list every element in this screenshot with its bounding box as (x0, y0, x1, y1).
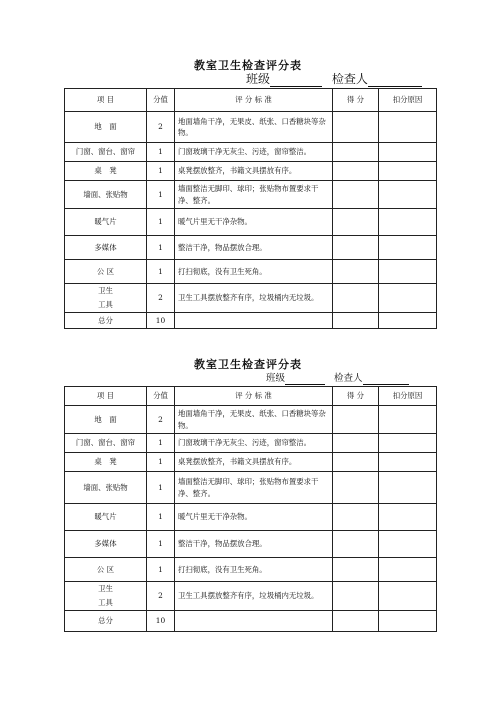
score-input-cell[interactable] (333, 406, 379, 434)
table-row (65, 504, 437, 531)
score-input-cell[interactable] (333, 582, 379, 611)
table-row (65, 582, 437, 611)
item-cell: 门窗、窗台、窗帘 (65, 434, 147, 453)
deduct-input-cell[interactable] (379, 260, 437, 284)
score-input-cell[interactable] (333, 181, 379, 209)
value-cell: 1 (147, 260, 175, 284)
value-cell: 1 (147, 504, 175, 531)
criteria-cell: 整洁干净，物品摆放合理。 (175, 236, 333, 260)
total-value: 10 (147, 313, 175, 329)
deduct-input-cell[interactable] (379, 406, 437, 434)
item-cell: 暖气片 (65, 504, 147, 531)
total-row (65, 611, 437, 632)
item-cell: 桌 凳 (65, 162, 147, 181)
table-row (65, 558, 437, 582)
total-value: 10 (147, 611, 175, 632)
form2-inspector-field[interactable] (363, 373, 409, 385)
score-input-cell[interactable] (333, 434, 379, 453)
total-deduct-input-cell[interactable] (379, 611, 437, 632)
score-input-cell[interactable] (333, 453, 379, 472)
score-input-cell[interactable] (333, 260, 379, 284)
total-label: 总分 (65, 611, 147, 632)
form1-inspector-label: 检查人 (331, 72, 368, 86)
value-cell: 1 (147, 558, 175, 582)
deduct-input-cell[interactable] (379, 112, 437, 143)
total-score-input-cell[interactable] (333, 313, 379, 329)
deduct-input-cell[interactable] (379, 181, 437, 209)
table-header-row (65, 89, 437, 112)
form2-class-field[interactable] (285, 373, 325, 385)
form2-title: 教室卫生检查评分表 (194, 358, 302, 371)
deduct-input-cell[interactable] (379, 236, 437, 260)
total-score-input-cell[interactable] (333, 611, 379, 632)
criteria-cell: 打扫彻底，没有卫生死角。 (175, 558, 333, 582)
table-header-row (65, 387, 437, 406)
score-input-cell[interactable] (333, 284, 379, 313)
criteria-cell: 地面墙角干净，无果皮、纸张、口香糖块等杂物。 (175, 406, 333, 434)
value-cell: 1 (147, 236, 175, 260)
value-cell: 2 (147, 406, 175, 434)
item-cell: 墙面、张贴物 (65, 181, 147, 209)
deduct-input-cell[interactable] (379, 162, 437, 181)
deduct-input-cell[interactable] (379, 284, 437, 313)
form2-table (64, 386, 437, 632)
header-criteria: 评 分 标 准 (175, 89, 333, 112)
form1-inspector-field[interactable] (368, 72, 422, 87)
table-row (65, 453, 437, 472)
deduct-input-cell[interactable] (379, 434, 437, 453)
form2-class-label: 班级 (266, 373, 286, 384)
header-deduct-reason: 扣分原因 (379, 387, 437, 406)
table-row (65, 260, 437, 284)
criteria-cell: 门窗玻璃干净无灰尘、污迹，窗帘整洁。 (175, 143, 333, 162)
score-input-cell[interactable] (333, 112, 379, 143)
item-cell: 桌 凳 (65, 453, 147, 472)
value-cell: 1 (147, 531, 175, 558)
item-cell: 墙面、张贴物 (65, 472, 147, 504)
item-cell: 公 区 (65, 260, 147, 284)
value-cell: 1 (147, 209, 175, 236)
deduct-input-cell[interactable] (379, 209, 437, 236)
form1-table (64, 88, 437, 329)
table-row (65, 472, 437, 504)
criteria-cell: 墙面整洁无脚印、球印；张贴物布置要求干净、整齐。 (175, 472, 333, 504)
header-deduct-reason: 扣分原因 (379, 89, 437, 112)
value-cell: 2 (147, 582, 175, 611)
value-cell: 2 (147, 284, 175, 313)
item-cell: 门窗、窗台、窗帘 (65, 143, 147, 162)
criteria-cell: 墙面整洁无脚印、球印；张贴物布置要求干净、整齐。 (175, 181, 333, 209)
criteria-cell: 地面墙角干净，无果皮、纸张、口香糖块等杂物。 (175, 112, 333, 143)
criteria-cell: 卫生工具摆放整齐有序，垃圾桶内无垃圾。 (175, 582, 333, 611)
deduct-input-cell[interactable] (379, 504, 437, 531)
header-score-value: 分值 (147, 387, 175, 406)
item-cell: 卫生 工具 (65, 582, 147, 611)
deduct-input-cell[interactable] (379, 582, 437, 611)
header-score: 得 分 (333, 89, 379, 112)
item-cell: 地 面 (65, 112, 147, 143)
total-deduct-input-cell[interactable] (379, 313, 437, 329)
value-cell: 1 (147, 434, 175, 453)
criteria-cell: 卫生工具摆放整齐有序，垃圾桶内无垃圾。 (175, 284, 333, 313)
header-criteria: 评 分 标 准 (175, 387, 333, 406)
value-cell: 1 (147, 162, 175, 181)
deduct-input-cell[interactable] (379, 143, 437, 162)
table-row (65, 209, 437, 236)
value-cell: 1 (147, 453, 175, 472)
table-row (65, 284, 437, 313)
item-cell: 多媒体 (65, 236, 147, 260)
criteria-cell: 打扫彻底，没有卫生死角。 (175, 260, 333, 284)
value-cell: 1 (147, 143, 175, 162)
form1-title: 教室卫生检查评分表 (194, 59, 302, 72)
item-cell: 多媒体 (65, 531, 147, 558)
score-input-cell[interactable] (333, 162, 379, 181)
item-cell: 公 区 (65, 558, 147, 582)
header-score-value: 分值 (147, 89, 175, 112)
score-input-cell[interactable] (333, 236, 379, 260)
deduct-input-cell[interactable] (379, 531, 437, 558)
criteria-cell: 暖气片里无干净杂物。 (175, 209, 333, 236)
total-label: 总分 (65, 313, 147, 329)
form1-class-field[interactable] (270, 72, 322, 87)
table-row (65, 434, 437, 453)
header-score: 得 分 (333, 387, 379, 406)
table-row (65, 181, 437, 209)
deduct-input-cell[interactable] (379, 558, 437, 582)
item-cell: 地 面 (65, 406, 147, 434)
score-input-cell[interactable] (333, 472, 379, 504)
criteria-cell: 门窗玻璃干净无灰尘、污迹，窗帘整洁。 (175, 434, 333, 453)
form2-inspector-label: 检查人 (334, 373, 363, 384)
table-row (65, 143, 437, 162)
total-row (65, 313, 437, 329)
criteria-cell: 暖气片里无干净杂物。 (175, 504, 333, 531)
score-input-cell[interactable] (333, 558, 379, 582)
total-criteria-cell (175, 313, 333, 329)
score-input-cell[interactable] (333, 531, 379, 558)
form2-subtitle (266, 370, 409, 385)
table-row (65, 112, 437, 143)
form1-subtitle (246, 70, 422, 87)
value-cell: 2 (147, 112, 175, 143)
deduct-input-cell[interactable] (379, 453, 437, 472)
table-row (65, 162, 437, 181)
score-input-cell[interactable] (333, 209, 379, 236)
criteria-cell: 整洁干净，物品摆放合理。 (175, 531, 333, 558)
score-input-cell[interactable] (333, 504, 379, 531)
criteria-cell: 桌凳摆放整齐，书籍文具摆放有序。 (175, 162, 333, 181)
item-cell: 卫生 工具 (65, 284, 147, 313)
table-row (65, 531, 437, 558)
header-item: 项 目 (65, 89, 147, 112)
score-input-cell[interactable] (333, 143, 379, 162)
form1-class-label: 班级 (246, 72, 271, 86)
criteria-cell: 桌凳摆放整齐，书籍文具摆放有序。 (175, 453, 333, 472)
value-cell: 1 (147, 472, 175, 504)
value-cell: 1 (147, 181, 175, 209)
table-row (65, 236, 437, 260)
item-cell: 暖气片 (65, 209, 147, 236)
total-criteria-cell (175, 611, 333, 632)
deduct-input-cell[interactable] (379, 472, 437, 504)
table-row (65, 406, 437, 434)
header-item: 项 目 (65, 387, 147, 406)
